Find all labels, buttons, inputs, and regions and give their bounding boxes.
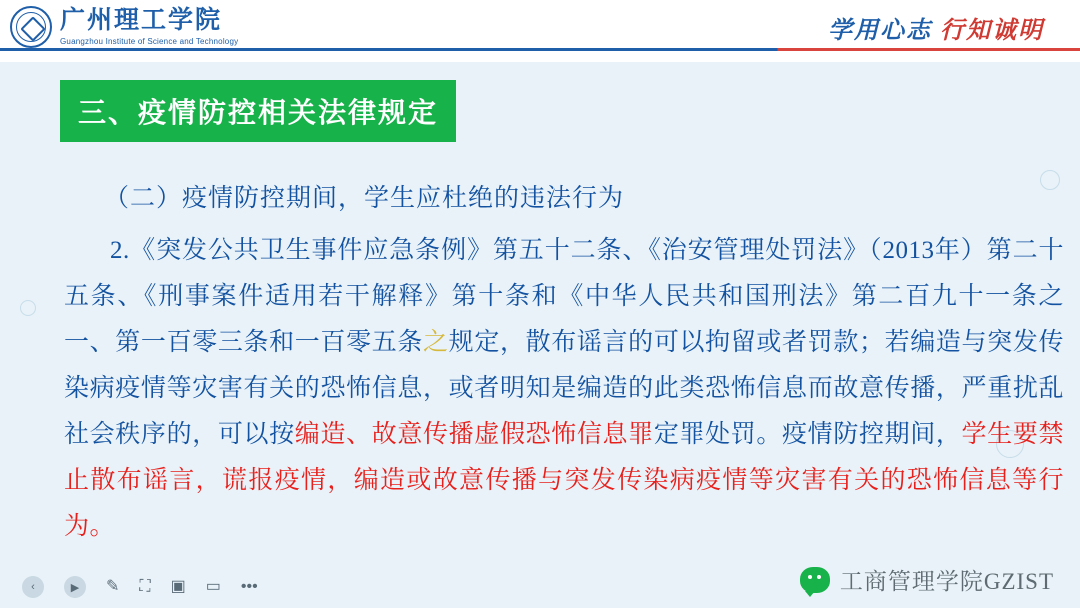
- slide-header: [0, 0, 1080, 62]
- paragraph-segment: 学生要禁止散布谣言，谎报疫情，编造或故意传播与突发传染病疫情等灾害有关的恐怖信息等行为。: [64, 421, 1064, 540]
- paragraph-segment: 2.《突发公共卫生事件应急条例》第五十二条、《治安管理处罚法》（2013年）第二十五条、《刑事案件适用若干解释》第十条和《中华人民共和国刑法》第二百九十一条之一、第一百零三条和一百零五条: [64, 237, 1064, 356]
- institution-slogan: [828, 10, 1044, 45]
- pen-tool-icon[interactable]: ✎: [106, 578, 120, 595]
- institution-name-cn: 广州理工学院: [60, 7, 223, 35]
- section-title-text: 三、疫情防控相关法律规定: [77, 98, 438, 129]
- more-tool-icon[interactable]: •••: [240, 578, 258, 595]
- slogan-part-blue: 学用心志: [828, 18, 932, 44]
- wechat-icon: [800, 567, 830, 593]
- watermark: [800, 563, 1054, 596]
- presentation-toolbar[interactable]: [22, 576, 258, 598]
- header-divider: [0, 48, 1080, 51]
- paragraph-segment: 之: [423, 329, 449, 356]
- comment-tool-icon[interactable]: ▭: [205, 578, 221, 595]
- university-seal-icon: [10, 6, 52, 48]
- watermark-text: 工商管理学院GZIST: [839, 569, 1054, 594]
- content-subtitle: （二）疫情防控期间，学生应杜绝的违法行为: [104, 185, 625, 212]
- previous-button[interactable]: ‹: [22, 576, 44, 598]
- content-paragraph: [64, 228, 1064, 550]
- record-tool-icon[interactable]: ▣: [170, 578, 186, 595]
- screenshot-tool-icon[interactable]: ⛶: [139, 578, 151, 595]
- play-button[interactable]: ▶: [64, 576, 86, 598]
- paragraph-segment: 编造、故意传播虚假恐怖信息罪: [294, 421, 654, 448]
- decorative-dot: [1040, 170, 1060, 190]
- decorative-dot: [20, 300, 36, 316]
- slogan-part-red: 行知诚明: [940, 18, 1044, 44]
- paragraph-segment: 规定，散布谣言的可以拘留或者罚款；若编造与突发传染病疫情等灾害有关的恐怖信息，或者明知是编造的此类恐怖信息而故意传播，严重扰乱社会秩序的，可以按: [64, 329, 1064, 448]
- section-title-banner: [60, 80, 456, 142]
- institution-name-en: Guangzhou Institute of Science and Technology: [60, 36, 239, 46]
- paragraph-segment: 定罪处罚。疫情防控期间，: [653, 421, 962, 448]
- institution-logo: [10, 6, 238, 48]
